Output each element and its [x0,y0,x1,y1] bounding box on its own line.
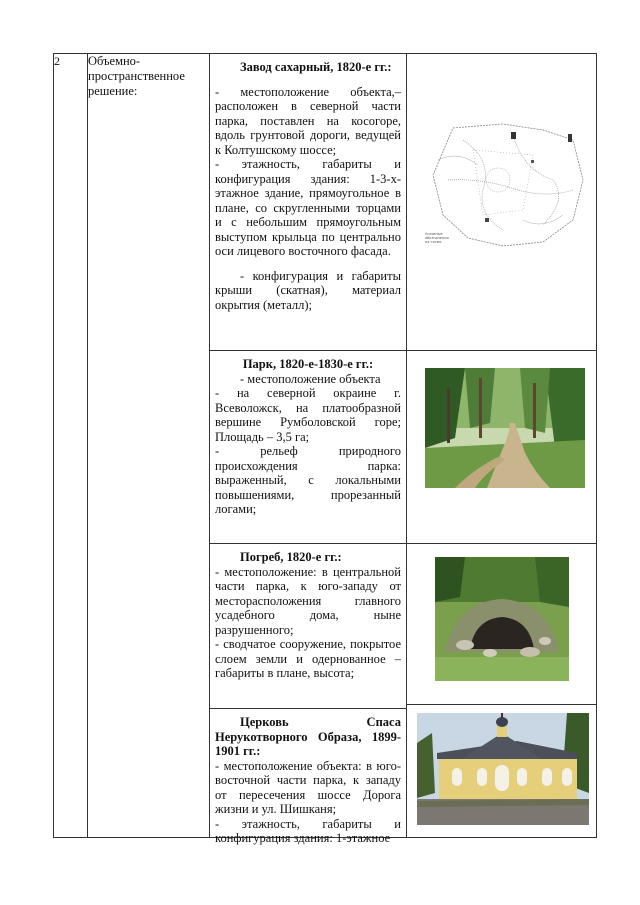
block-item: - местоположение объекта,– расположен в северной части парка, поставлен на косогоре, вдоль грунтовой дороги, ведущей к Колтушскому шоссе; [215,84,401,157]
block-item: - местоположение объекта [240,371,381,386]
criterion-line: Объемно- [88,54,141,68]
block-title: Погреб, 1820-е гг.: [240,550,342,564]
church-photo [417,713,589,825]
block-item: - рельеф природного происхождения парка: выраженный, с локальными повышениями, прорезанный логами; [215,444,401,516]
criterion-line: решение: [88,84,138,98]
images-cell [407,54,597,838]
block-sugar-factory [210,54,406,350]
block-item: - на северной окраине г. Всеволожск, на платообразной вершине Румболовской горе; Площадь – 3,5 га; [215,386,401,444]
block-title: Парк, 1820-е-1830-е гг.: [242,357,374,371]
block-item: - этажность, габариты и конфигурация здания: 1-3-х-этажное здание, прямоугольное в плане, со скругленными торцами и с небольшим прямоугольным выступом крыльца по центрально оси лицевого восточного фасада. [215,157,401,258]
row-number: 2 [54,54,88,838]
block-church [210,708,406,845]
map-legend-line: на схеме [425,240,442,244]
image-block-cellar [407,543,596,704]
block-cellar [210,543,406,708]
block-item: - местоположение объекта: в юго-восточной части парка, к западу от пересечения шоссе Дорога жизни и ул. Шишканя; [215,758,401,816]
cellar-photo [435,557,569,681]
block-item: - сводчатое сооружение, покрытое слоем земли и одернованное – габариты в плане, высота; [215,637,401,680]
heritage-table [53,53,597,845]
block-title: Завод сахарный, 1820-е гг.: [240,60,392,74]
park-photo [425,368,585,488]
image-block-map [407,54,596,350]
map-legend-line: Условные [425,232,443,236]
block-item: - этажность, габариты и конфигурация здания: 1-этажное [215,816,401,845]
description-cell [210,54,407,845]
block-item: - конфигурация и габариты крыши (скатная), материал окрытия (металл); [215,268,401,312]
criterion-cell [88,54,210,838]
image-block-park [407,350,596,543]
block-item: - местоположение: в центральной части парка, к юго-западу от месторасположения главного усадебного дома, ныне разрушенного; [215,564,401,637]
image-block-church [407,704,596,831]
criterion-line: пространственное [88,69,185,83]
site-map [423,120,588,250]
map-legend-line: обозначения [425,236,449,240]
block-park [210,350,406,543]
table-row [54,54,597,838]
block-title: Церковь Спаса Нерукотворного Образа, 1899-1901 гг.: [215,715,401,758]
